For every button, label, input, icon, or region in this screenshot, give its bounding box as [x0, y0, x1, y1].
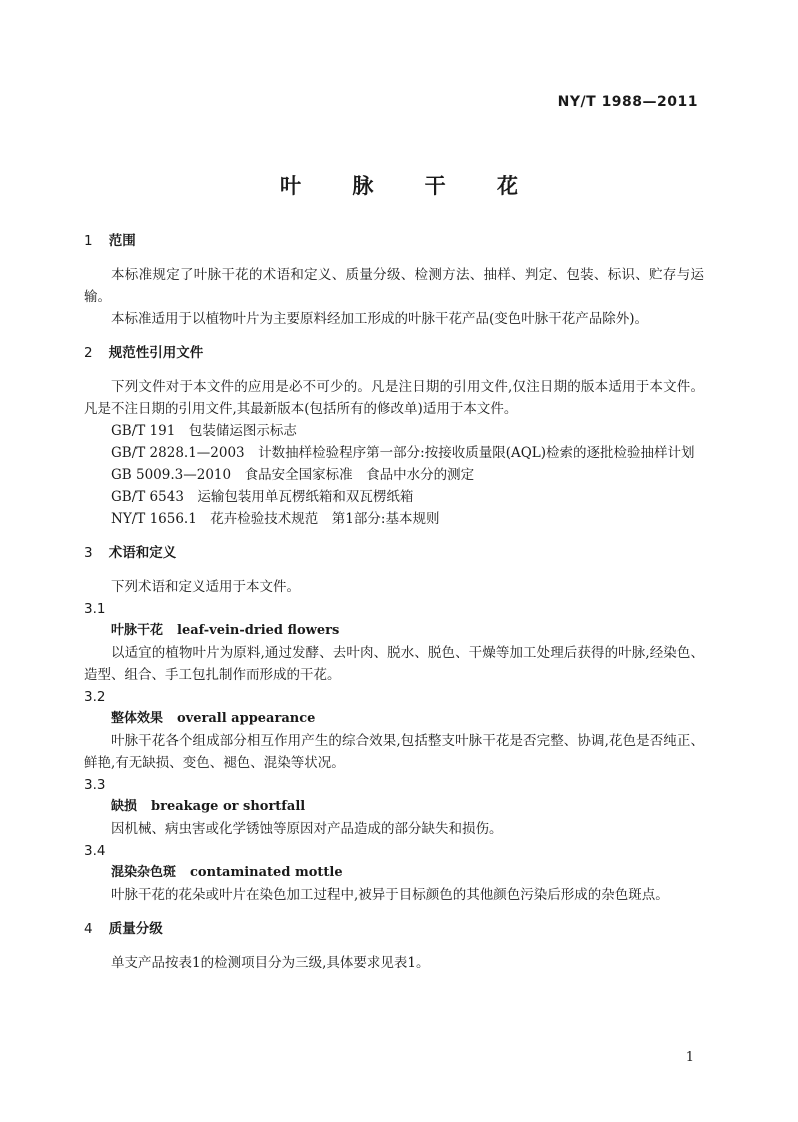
- term-definition: 以适宜的植物叶片为原料,通过发酵、去叶肉、脱水、脱色、干燥等加工处理后获得的叶脉,经染色、造型、组合、手工包扎制作而形成的干花。: [84, 645, 704, 683]
- term-name: [84, 620, 704, 642]
- term-entry: [84, 840, 704, 906]
- section-heading-terms: [84, 542, 704, 564]
- term-definition: 叶脉干花各个组成部分相互作用产生的综合效果,包括整支叶脉干花是否完整、协调,花色是否纯正、鲜艳,有无缺损、变色、褪色、混染等状况。: [84, 733, 704, 771]
- standard-code: NY/T 1988—2011: [557, 94, 698, 110]
- term-en: contaminated mottle: [190, 865, 343, 880]
- paragraph: 下列文件对于本文件的应用是必不可少的。凡是注日期的引用文件,仅注日期的版本适用于本文件。凡是不注日期的引用文件,其最新版本(包括所有的修改单)适用于本文件。: [84, 379, 704, 417]
- term-en: breakage or shortfall: [151, 799, 306, 814]
- term-entry: [84, 598, 704, 686]
- paragraph: 本标准规定了叶脉干花的术语和定义、质量分级、检测方法、抽样、判定、包装、标识、贮存与运输。: [84, 267, 704, 305]
- reference-item: GB 5009.3—2010 食品安全国家标准 食品中水分的测定: [111, 467, 475, 483]
- term-name: [84, 796, 704, 818]
- paragraph: 本标准适用于以植物叶片为主要原料经加工形成的叶脉干花产品(变色叶脉干花产品除外)。: [111, 311, 649, 327]
- term-en: overall appearance: [177, 711, 316, 726]
- term-entry: [84, 686, 704, 774]
- section-number: 3: [84, 545, 93, 561]
- section-number: 1: [84, 233, 93, 249]
- term-definition: 叶脉干花的花朵或叶片在染色加工过程中,被异于目标颜色的其他颜色污染后形成的杂色斑点。: [111, 887, 669, 903]
- term-name: [84, 862, 704, 884]
- document-body: [84, 230, 704, 974]
- section-title: 规范性引用文件: [108, 345, 204, 361]
- term-entry: [84, 774, 704, 840]
- term-en: leaf-vein-dried flowers: [177, 623, 340, 638]
- term-definition: 因机械、病虫害或化学锈蚀等原因对产品造成的部分缺失和损伤。: [111, 821, 503, 837]
- paragraph: 单支产品按表1的检测项目分为三级,具体要求见表1。: [111, 955, 430, 971]
- section-title: 术语和定义: [108, 545, 177, 561]
- section-heading-scope: [84, 230, 704, 252]
- section-title: 范围: [108, 233, 136, 249]
- reference-item: GB/T 6543 运输包装用单瓦楞纸箱和双瓦楞纸箱: [111, 489, 414, 505]
- section-heading-normative-references: [84, 342, 704, 364]
- page-number: 1: [685, 1050, 694, 1065]
- term-number: 3.1: [84, 601, 106, 617]
- document-title: 叶 脉 干 花: [280, 174, 540, 198]
- section-number: 2: [84, 345, 93, 361]
- section-number: 4: [84, 921, 93, 937]
- reference-item: GB/T 2828.1—2003 计数抽样检验程序第一部分:按接收质量限(AQL)检索的逐批检验抽样计划: [111, 445, 695, 461]
- term-zh: 叶脉干花: [111, 623, 164, 638]
- term-name: [84, 708, 704, 730]
- term-number: 3.3: [84, 777, 106, 793]
- reference-item: NY/T 1656.1 花卉检验技术规范 第1部分:基本规则: [111, 511, 440, 527]
- paragraph: 下列术语和定义适用于本文件。: [111, 579, 300, 595]
- section-heading-quality-grading: [84, 918, 704, 940]
- term-number: 3.2: [84, 689, 106, 705]
- term-zh: 缺损: [111, 799, 138, 814]
- term-zh: 混染杂色斑: [111, 865, 177, 880]
- reference-item: GB/T 191 包装储运图示标志: [111, 423, 297, 439]
- section-title: 质量分级: [108, 921, 163, 937]
- term-number: 3.4: [84, 843, 106, 859]
- term-zh: 整体效果: [111, 711, 164, 726]
